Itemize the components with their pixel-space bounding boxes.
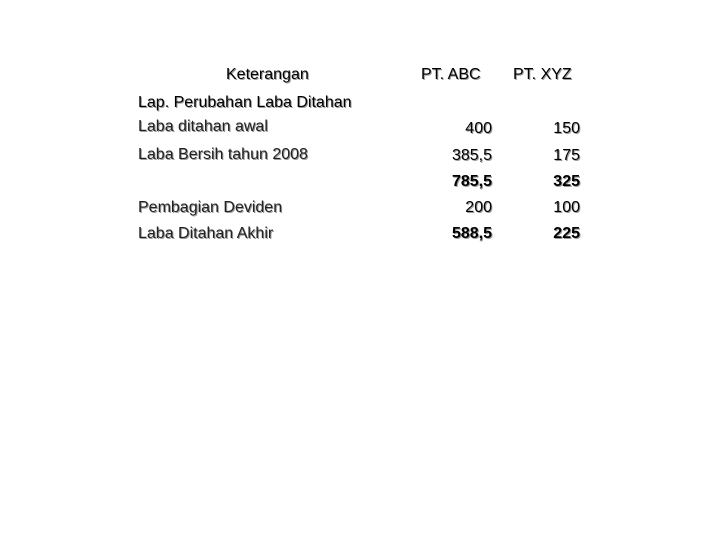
row-label: Laba ditahan awal [138,118,268,135]
value-pt-abc: 400 [465,120,492,137]
total-pt-xyz: 225 [553,225,580,242]
row-label: Laba Ditahan Akhir [138,225,274,242]
total-pt-abc: 588,5 [451,225,492,242]
header-pt-abc: PT. ABC [421,66,481,83]
header-pt-xyz: PT. XYZ [513,66,572,83]
row-label: Pembagian Deviden [138,199,283,216]
value-pt-xyz: 150 [553,120,580,137]
value-pt-xyz: 100 [553,199,580,216]
subtotal-pt-abc: 785,5 [451,173,492,190]
section-title: Lap. Perubahan Laba Ditahan [138,94,352,111]
subtotal-pt-xyz: 325 [553,173,580,190]
header-keterangan: Keterangan [226,66,309,83]
value-pt-xyz: 175 [553,147,580,164]
value-pt-abc: 200 [465,199,492,216]
row-label: Laba Bersih tahun 2008 [138,146,308,163]
value-pt-abc: 385,5 [451,147,492,164]
